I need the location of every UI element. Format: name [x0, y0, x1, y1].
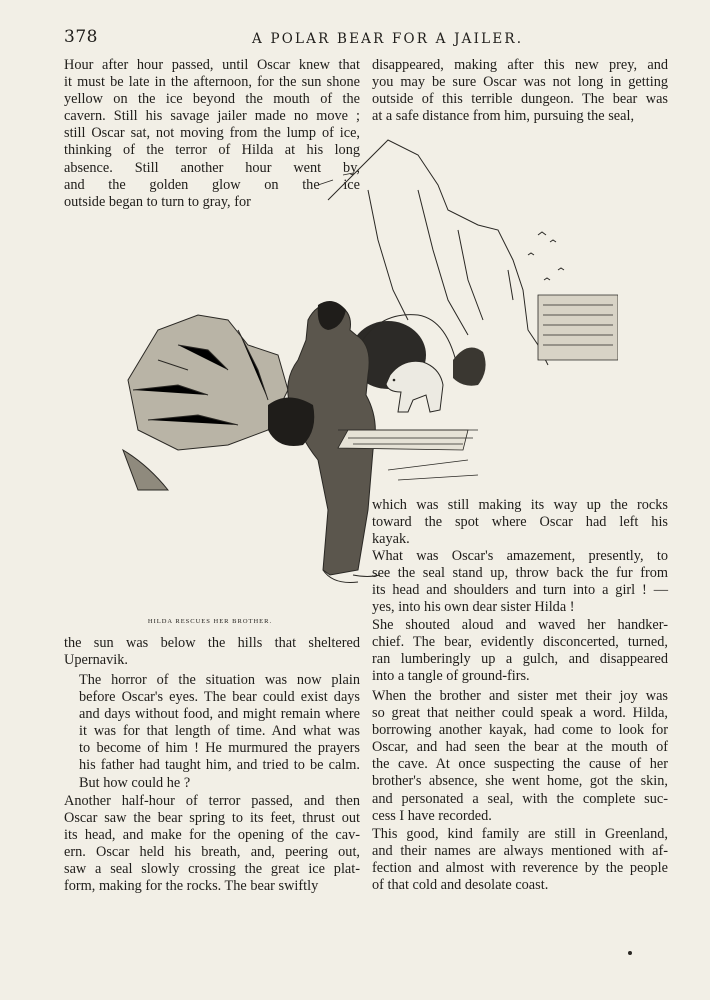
text-line: She shouted aloud and waved her handker-: [372, 617, 668, 633]
text-line: see the seal stand up, throw back the fur from: [372, 565, 668, 582]
text-line: and personated a seal, with the complete suc-: [372, 790, 668, 807]
text-line: and days without food, and might remain where: [79, 706, 360, 723]
text-line: so great that neither could speak a word. Hilda,: [372, 705, 668, 722]
page-number: 378: [64, 27, 98, 47]
decorative-dot: [628, 951, 632, 955]
right-paragraph-5: [372, 826, 668, 894]
text-line: borrowing another kayak, had come to look for: [372, 722, 668, 739]
text-line: fection and almost with reverence by the people: [372, 860, 668, 877]
text-line: its head, and make for the opening of the cav-: [64, 827, 360, 844]
text-line: But how could he ?: [79, 774, 191, 791]
text-line: yellow on the ice beyond the mouth of the: [64, 91, 360, 108]
text-line: chief. The bear, evidently disconcerted, turned,: [372, 634, 668, 651]
text-line: thinking of the terror of Hilda at his long: [64, 142, 360, 159]
text-line: its head and shoulders and turn into a girl ! —: [372, 582, 668, 599]
text-line: yes, into his own dear sister Hilda !: [372, 599, 575, 616]
rocks-left: [123, 315, 288, 490]
text-line: toward the spot where Oscar had left his: [372, 514, 668, 531]
text-line: the sun was below the hills that sheltered: [64, 635, 360, 651]
text-line: saw a seal slowly crossing the great ice plat-: [64, 861, 360, 878]
text-line: to become of him ! He murmured the prayers: [79, 740, 360, 757]
running-head: A POLAR BEAR FOR A JAILER.: [252, 31, 524, 47]
text-line: you may be sure Oscar was not long in getting: [372, 74, 668, 91]
text-line: into a tangle of ground-firs.: [372, 668, 530, 685]
text-line: it must be late in the afternoon, for the sun shone: [64, 74, 360, 91]
text-line: and the golden glow on the ice: [64, 176, 360, 193]
text-line: of that cold and desolate coast.: [372, 877, 549, 894]
left-paragraph-1-continued: [64, 635, 360, 669]
text-line: cess I have recorded.: [372, 807, 492, 824]
text-line: outside of this terrible dungeon. The bear was: [372, 91, 668, 108]
right-paragraph-1: [372, 57, 668, 125]
text-line: What was Oscar's amazement, presently, to: [372, 548, 668, 564]
text-line: This good, kind family are still in Greenland,: [372, 826, 668, 842]
text-line: Another half-hour of terror passed, and then: [64, 793, 360, 809]
left-paragraph-2: [79, 672, 360, 792]
illustration-hilda-rescues-brother: [118, 130, 618, 616]
seal-figure-distant: [453, 348, 486, 386]
text-line: Oscar saw the bear spring to its feet, thrust out: [64, 810, 360, 827]
iceberg-sketch: [318, 140, 548, 365]
text-line: ern. Oscar held his breath, and, peering out,: [64, 844, 360, 861]
text-line: cavern. Still his savage jailer made no move ;: [64, 108, 360, 125]
text-line: Oscar, and had seen the bear at the mouth of: [372, 739, 668, 756]
text-line: the cave. At once suspecting the cause of her: [372, 756, 668, 773]
right-paragraph-4: [372, 688, 668, 825]
right-paragraph-3: [372, 617, 668, 685]
text-line: and their names are always mentioned with af-: [372, 843, 668, 860]
text-line: The horror of the situation was now plain: [79, 672, 360, 688]
text-line: Upernavik.: [64, 652, 128, 669]
text-line: form, making for the rocks. The bear swiftly: [64, 878, 319, 895]
birds: [528, 232, 564, 280]
text-line: disappeared, making after this new prey, and: [372, 57, 668, 73]
text-line: still Oscar sat, not moving from the lump of ice,: [64, 125, 360, 142]
text-line: ran lumberingly up a gulch, and disappeared: [372, 651, 668, 668]
text-line: which was still making its way up the rocks: [372, 497, 668, 513]
sea-ice-right: [538, 295, 618, 360]
text-line: When the brother and sister met their joy was: [372, 688, 668, 704]
text-line: at a safe distance from him, pursuing the seal,: [372, 108, 635, 125]
text-line: it was for that length of time. And what was: [79, 723, 360, 740]
text-line: his father had taught him, and tried to be calm.: [79, 757, 360, 774]
text-line: outside began to turn to gray, for: [64, 193, 251, 210]
text-line: Hour after hour passed, until Oscar knew that: [64, 57, 360, 73]
illustration-caption: HILDA RESCUES HER BROTHER.: [147, 618, 273, 625]
text-line: absence. Still another hour went by,: [64, 159, 360, 176]
text-line: before Oscar's eyes. The bear could exist days: [79, 689, 360, 706]
text-line: brother's absence, she went home, got the skin,: [372, 773, 668, 790]
left-paragraph-3: [64, 793, 360, 896]
text-line: kayak.: [372, 531, 410, 548]
